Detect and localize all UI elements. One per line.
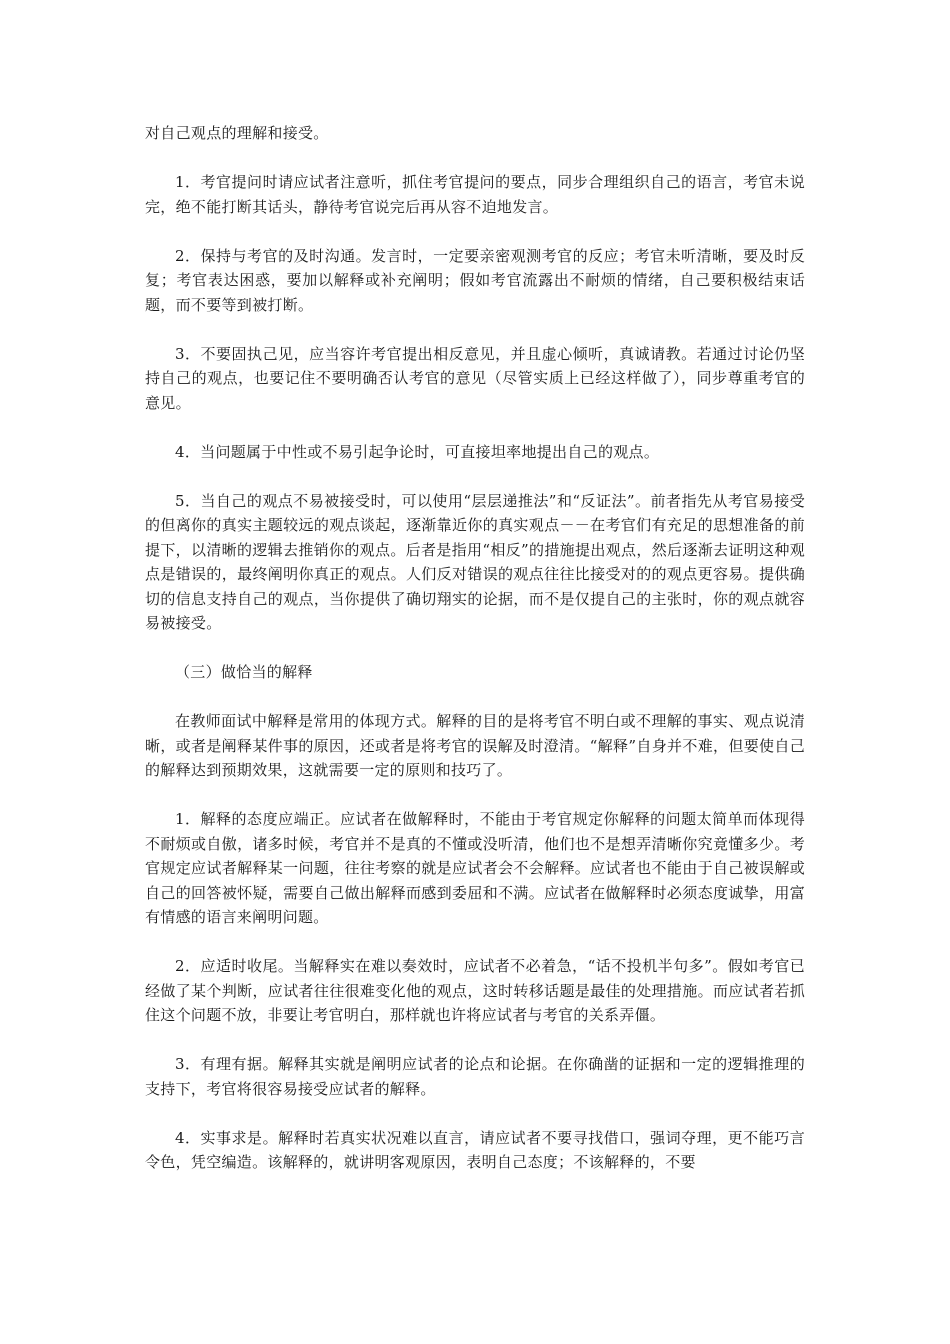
paragraph-point-5: 5．当自己的观点不易被接受时，可以使用“层层递推法”和“反证法”。前者指先从考官易接受的但离你的真实主题较远的观点谈起，逐渐靠近你的真实观点－－在考官们有充足的思想准备的前提下，以清晰的逻辑去推销你的观点。后者是指用“相反”的措施提出观点，然后逐渐去证明这种观点是错误的，最终阐明你真正的观点。人们反对错误的观点往往比接受对的的观点更容易。提供确切的信息支持自己的观点，当你提供了确切翔实的论据，而不是仅提自己的主张时，你的观点就容易被接受。 [145, 491, 805, 632]
paragraph-point-1: 1．考官提问时请应试者注意听，抓住考官提问的要点，同步合理组织自己的语言，考官未说完，绝不能打断其话头，静待考官说完后再从容不迫地发言。 [145, 173, 805, 216]
paragraph-explain-1: 1．解释的态度应端正。应试者在做解释时，不能由于考官规定你解释的问题太简单而体现得不耐烦或自傲，诸多时候，考官并不是真的不懂或没听清，他们也不是想弄清晰你究竟懂多少。考官规定应试者解释某一问题，往往考察的就是应试者会不会解释。应试者也不能由于自己被误解或自己的回答被怀疑，需要自己做出解释而感到委屈和不满。应试者在做解释时必须态度诚挚，用富有情感的语言来阐明问题。 [145, 810, 805, 926]
paragraph-point-3: 3．不要固执己见，应当容许考官提出相反意见，并且虚心倾听，真诚请教。若通过讨论仍坚持自己的观点，也要记住不要明确否认考官的意见（尽管实质上已经这样做了），同步尊重考官的意见。 [145, 344, 805, 412]
paragraph-intro: 在教师面试中解释是常用的体现方式。解释的目的是将考官不明白或不理解的事实、观点说清晰，或者是阐释某件事的原因，还或者是将考官的误解及时澄清。“解释”自身并不难，但要使自己的解释达到预期效果，这就需要一定的原则和技巧了。 [145, 712, 805, 779]
paragraph-point-4: 4．当问题属于中性或不易引起争论时，可直接坦率地提出自己的观点。 [175, 442, 660, 461]
paragraph-explain-3: 3．有理有据。解释其实就是阐明应试者的论点和论据。在你确凿的证据和一定的逻辑推理的支持下，考官将很容易接受应试者的解释。 [145, 1055, 805, 1098]
section-heading: （三）做恰当的解释 [175, 663, 313, 681]
document-body [145, 121, 805, 1175]
paragraph-explain-2: 2．应适时收尾。当解释实在难以奏效时，应试者不必着急，“话不投机半句多”。假如考官已经做了某个判断，应试者往往很难变化他的观点，这时转移话题是最佳的处理措施。而应试者若抓住这个问题不放，非要让考官明白，那样就也许将应试者与考官的关系弄僵。 [145, 957, 805, 1024]
paragraph-explain-4: 4．实事求是。解释时若真实状况难以直言，请应试者不要寻找借口，强词夺理，更不能巧言令色，凭空编造。该解释的，就讲明客观原因，表明自己态度；不该解释的，不要 [145, 1128, 805, 1171]
paragraph-continuation: 对自己观点的理解和接受。 [145, 124, 329, 142]
paragraph-point-2: 2．保持与考官的及时沟通。发言时，一定要亲密观测考官的反应；考官未听清晰，要及时反复；考官表达困惑，要加以解释或补充阐明；假如考官流露出不耐烦的情绪，自己要积极结束话题，而不要等到被打断。 [145, 246, 805, 314]
